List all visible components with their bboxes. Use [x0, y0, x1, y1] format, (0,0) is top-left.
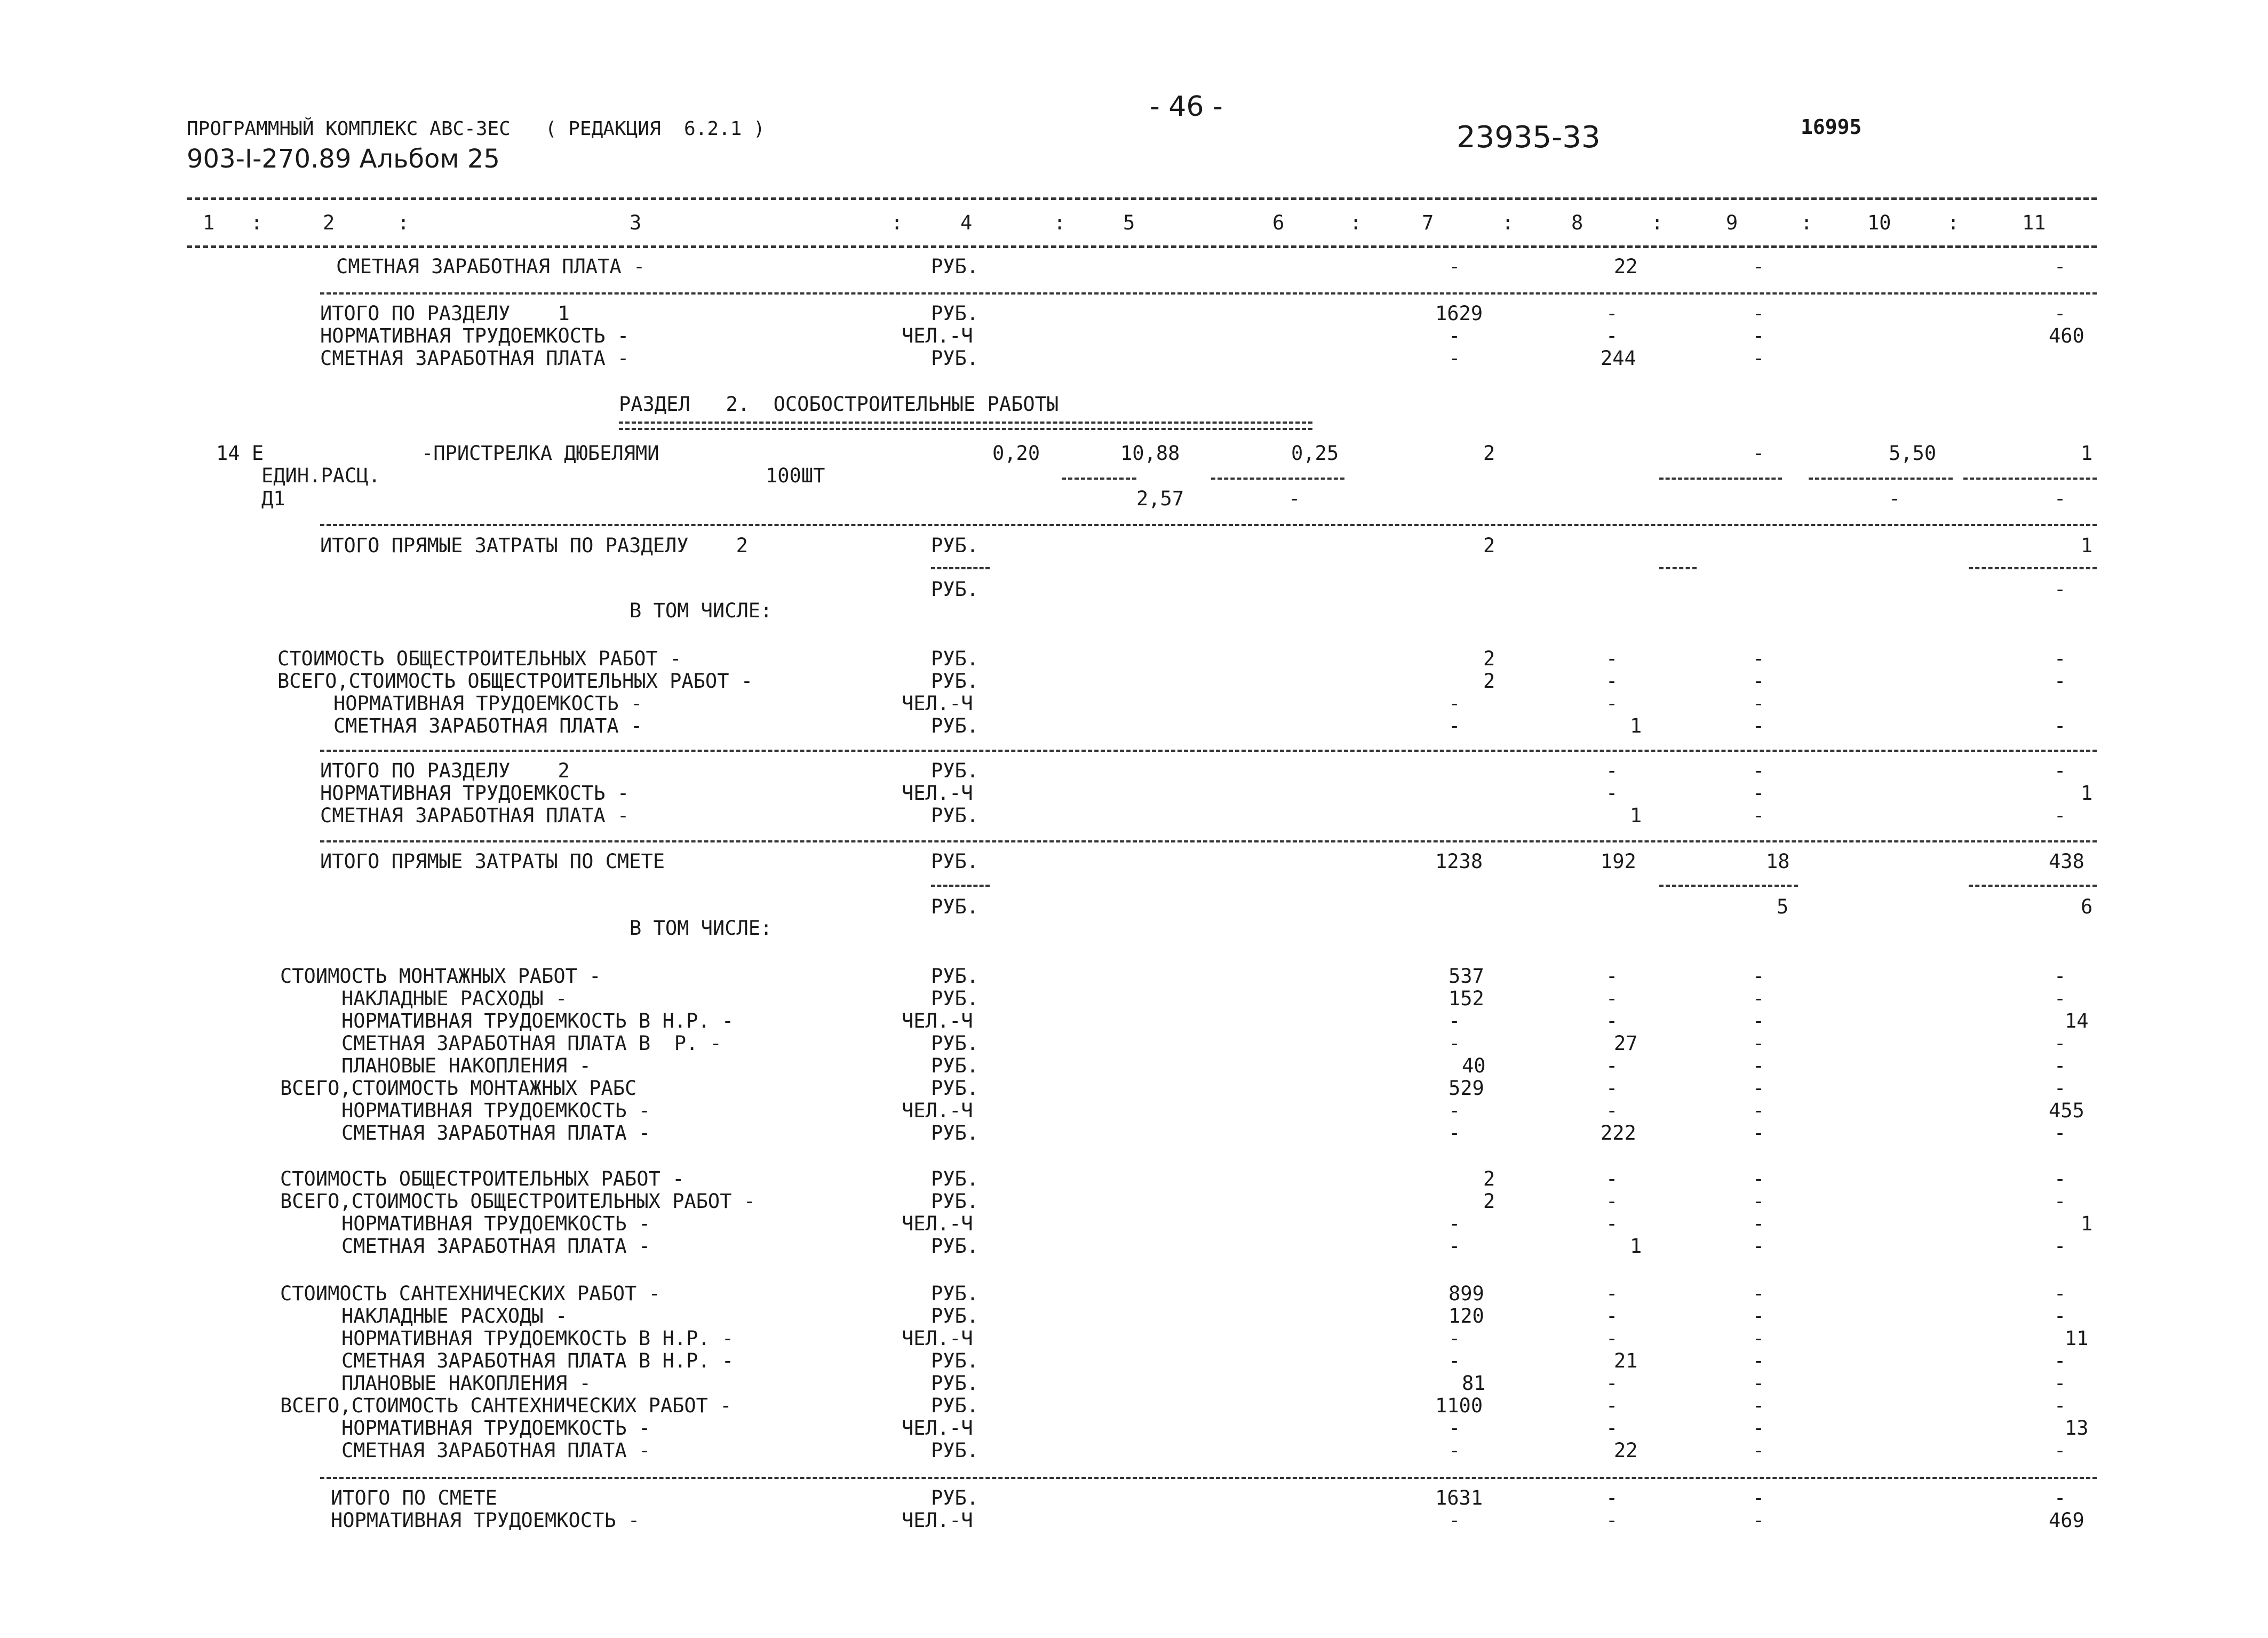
estimate-line: - — [2054, 965, 2066, 988]
estimate-line: - — [1753, 1486, 1765, 1509]
estimate-line: 14 — [2065, 1009, 2089, 1032]
estimate-line: - — [1753, 1282, 1765, 1305]
estimate-line: 81 — [1462, 1372, 1486, 1395]
estimate-line: НОРМАТИВНАЯ ТРУДОЕМКОСТЬ - — [341, 1099, 651, 1122]
estimate-line: - — [1606, 302, 1618, 325]
estimate-line: СМЕТНАЯ ЗАРАБОТНАЯ ПЛАТА В Р. - — [341, 1032, 722, 1055]
estimate-line: ЧЕЛ.-Ч — [902, 1509, 973, 1532]
estimate-line: 14 Е — [216, 442, 264, 465]
estimate-line: НОРМАТИВНАЯ ТРУДОЕМКОСТЬ - — [331, 1509, 640, 1532]
estimate-line: - — [1449, 255, 1461, 278]
estimate-line: - — [1889, 487, 1901, 510]
estimate-line: 537 — [1449, 965, 1484, 988]
estimate-line: ЧЕЛ.-Ч — [902, 1009, 973, 1032]
estimate-line: - — [1753, 1235, 1765, 1258]
estimate-line: ВСЕГО,СТОИМОСТЬ ОБЩЕСТРОИТЕЛЬНЫХ РАБОТ - — [277, 670, 753, 693]
estimate-line: ЧЕЛ.-Ч — [902, 1099, 973, 1122]
estimate-line: - — [1753, 1122, 1765, 1144]
estimate-line: - — [1606, 692, 1618, 715]
estimate-line: - — [1449, 1122, 1461, 1144]
estimate-line: РУБ. — [931, 534, 979, 557]
estimate-line: - — [1606, 1394, 1618, 1417]
sub-rule — [1969, 567, 2097, 569]
estimate-line: СМЕТНАЯ ЗАРАБОТНАЯ ПЛАТА - — [341, 1439, 651, 1462]
estimate-line: - — [1606, 1417, 1618, 1440]
estimate-line: - — [1753, 1349, 1765, 1372]
estimate-line: - — [2054, 1305, 2066, 1327]
estimate-line: 152 — [1449, 987, 1484, 1010]
col-sep: : — [891, 211, 903, 234]
estimate-line: - — [1753, 1327, 1765, 1350]
rate-rule — [1062, 478, 1136, 480]
estimate-line: 438 — [2049, 850, 2084, 873]
section-rule — [320, 524, 2097, 526]
estimate-line: 1 — [2081, 782, 2093, 805]
estimate-line: - — [2054, 1439, 2066, 1462]
estimate-line: - — [1753, 714, 1765, 737]
estimate-line: - — [1449, 1212, 1461, 1235]
estimate-line: РУБ. — [931, 670, 979, 693]
col-sep: : — [397, 211, 410, 234]
estimate-line: РУБ. — [931, 987, 979, 1010]
estimate-line: СМЕТНАЯ ЗАРАБОТНАЯ ПЛАТА - — [320, 347, 630, 370]
estimate-line: 18 — [1766, 850, 1790, 873]
estimate-line: - — [1449, 1349, 1461, 1372]
col-sep: : — [1054, 211, 1066, 234]
estimate-line: РУБ. — [931, 1282, 979, 1305]
estimate-line: - — [1606, 647, 1618, 670]
col-sep: : — [1801, 211, 1813, 234]
estimate-line: 2 — [1483, 1190, 1495, 1213]
estimate-line: - — [1753, 1167, 1765, 1190]
estimate-line: - — [1606, 1372, 1618, 1395]
estimate-line: - — [1449, 1327, 1461, 1350]
estimate-line: СТОИМОСТЬ МОНТАЖНЫХ РАБОТ - — [280, 965, 601, 988]
estimate-line: РУБ. — [931, 1032, 979, 1055]
estimate-line: ВСЕГО,СТОИМОСТЬ САНТЕХНИЧЕСКИХ РАБОТ - — [280, 1394, 732, 1417]
estimate-line: В ТОМ ЧИСЛЕ: — [630, 917, 773, 940]
estimate-line: 1100 — [1435, 1394, 1483, 1417]
estimate-line: - — [1753, 347, 1765, 370]
estimate-line: - — [1753, 804, 1765, 827]
estimate-line: - — [1753, 782, 1765, 805]
estimate-line: НАКЛАДНЫЕ РАСХОДЫ - — [341, 987, 568, 1010]
estimate-line: - — [2054, 1486, 2066, 1509]
col-5: 5 — [1123, 211, 1135, 234]
estimate-line: - — [1753, 647, 1765, 670]
estimate-line: 2,57 — [1136, 487, 1184, 510]
estimate-line: 1238 — [1435, 850, 1483, 873]
estimate-line: ИТОГО ПО РАЗДЕЛУ 2 — [320, 759, 570, 782]
estimate-line: 120 — [1449, 1305, 1484, 1327]
estimate-line: - — [1753, 1394, 1765, 1417]
estimate-line: РУБ. — [931, 850, 979, 873]
estimate-line: ИТОГО ПРЯМЫЕ ЗАТРАТЫ ПО РАЗДЕЛУ 2 — [320, 534, 748, 557]
estimate-line: - — [1606, 1305, 1618, 1327]
estimate-line: РУБ. — [931, 1054, 979, 1077]
section-rule — [320, 750, 2097, 752]
sub-rule — [1659, 567, 1697, 569]
estimate-line: 244 — [1601, 347, 1636, 370]
estimate-line: - — [1449, 324, 1461, 347]
estimate-line: СТОИМОСТЬ ОБЩЕСТРОИТЕЛЬНЫХ РАБОТ - — [280, 1167, 685, 1190]
estimate-line: 22 — [1614, 1439, 1638, 1462]
estimate-line: 0,20 — [992, 442, 1040, 465]
estimate-line: РУБ. — [931, 1349, 979, 1372]
estimate-line: - — [2054, 804, 2066, 827]
estimate-line: - — [1753, 1032, 1765, 1055]
estimate-line: - — [1753, 1054, 1765, 1077]
estimate-line: СТОИМОСТЬ ОБЩЕСТРОИТЕЛЬНЫХ РАБОТ - — [277, 647, 682, 670]
estimate-line: - — [1753, 324, 1765, 347]
estimate-line: 13 — [2065, 1417, 2089, 1440]
estimate-line: - — [2054, 714, 2066, 737]
estimate-line: - — [2054, 578, 2066, 601]
estimate-line: 1 — [2081, 534, 2093, 557]
estimate-line: - — [1753, 965, 1765, 988]
section-rule — [320, 840, 2097, 842]
estimate-line: НАКЛАДНЫЕ РАСХОДЫ - — [341, 1305, 568, 1327]
estimate-line: СМЕТНАЯ ЗАРАБОТНАЯ ПЛАТА - — [341, 1122, 651, 1144]
rate-rule — [1963, 478, 2097, 480]
estimate-line: - — [2054, 487, 2066, 510]
estimate-line: 460 — [2049, 324, 2084, 347]
estimate-line: - — [1449, 714, 1461, 737]
estimate-line: - — [1606, 1167, 1618, 1190]
estimate-line: - — [1753, 1417, 1765, 1440]
estimate-line: - — [1753, 670, 1765, 693]
estimate-line: - — [1606, 965, 1618, 988]
estimate-line: - — [1753, 302, 1765, 325]
col-sep: : — [1502, 211, 1514, 234]
estimate-line: СМЕТНАЯ ЗАРАБОТНАЯ ПЛАТА - — [333, 714, 643, 737]
estimate-line: - — [1753, 987, 1765, 1010]
estimate-line: - — [1449, 1099, 1461, 1122]
estimate-line: 2 — [1483, 1167, 1495, 1190]
col-11: 11 — [2022, 211, 2046, 234]
estimate-line: - — [1449, 1417, 1461, 1440]
estimate-line: - — [2054, 1235, 2066, 1258]
estimate-line: ВСЕГО,СТОИМОСТЬ МОНТАЖНЫХ РАБС — [280, 1077, 637, 1100]
estimate-line: РУБ. — [931, 1486, 979, 1509]
estimate-line: - — [1606, 1282, 1618, 1305]
rate-rule — [1659, 478, 1782, 480]
estimate-line: ЧЕЛ.-Ч — [902, 1327, 973, 1350]
estimate-line: - — [1449, 1235, 1461, 1258]
estimate-line: - — [1606, 1077, 1618, 1100]
estimate-line: - — [1753, 1439, 1765, 1462]
estimate-line: РУБ. — [931, 1235, 979, 1258]
sub-rule — [931, 567, 990, 569]
estimate-line: 192 — [1601, 850, 1636, 873]
col-6: 6 — [1272, 211, 1285, 234]
estimate-line: 2 — [1483, 534, 1495, 557]
col-1: 1 — [203, 211, 215, 234]
estimate-line: 6 — [2081, 895, 2093, 918]
estimate-line: ЕДИН.РАСЦ. — [261, 464, 380, 487]
estimate-line: РАЗДЕЛ 2. ОСОБОСТРОИТЕЛЬНЫЕ РАБОТЫ — [619, 393, 1059, 416]
header-rule-bottom — [187, 245, 2097, 248]
estimate-line: РУБ. — [931, 1190, 979, 1213]
doc-code: 23935-33 — [1457, 120, 1601, 155]
estimate-line: СМЕТНАЯ ЗАРАБОТНАЯ ПЛАТА - — [320, 804, 630, 827]
estimate-line: 469 — [2049, 1509, 2084, 1532]
section-title-underline — [619, 422, 1312, 430]
estimate-line: 2 — [1483, 647, 1495, 670]
estimate-line: СМЕТНАЯ ЗАРАБОТНАЯ ПЛАТА - — [336, 255, 646, 278]
estimate-line: - — [1753, 1099, 1765, 1122]
estimate-line: - — [1606, 1054, 1618, 1077]
rate-rule — [1211, 478, 1344, 480]
estimate-line: - — [1606, 324, 1618, 347]
estimate-line: РУБ. — [931, 1122, 979, 1144]
estimate-line: - — [1288, 487, 1301, 510]
estimate-line: РУБ. — [931, 1372, 979, 1395]
estimate-line: - — [1753, 255, 1765, 278]
estimate-line: - — [2054, 1122, 2066, 1144]
estimate-line: - — [1449, 1032, 1461, 1055]
estimate-line: - — [1449, 347, 1461, 370]
estimate-line: Д1 — [261, 487, 285, 510]
estimate-line: НОРМАТИВНАЯ ТРУДОЕМКОСТЬ В Н.Р. - — [341, 1009, 734, 1032]
col-sep: : — [251, 211, 263, 234]
estimate-line: 2 — [1483, 442, 1495, 465]
estimate-line: - — [1606, 1190, 1618, 1213]
estimate-line: - — [1606, 1486, 1618, 1509]
estimate-line: СТОИМОСТЬ САНТЕХНИЧЕСКИХ РАБОТ - — [280, 1282, 660, 1305]
estimate-line: ПЛАНОВЫЕ НАКОПЛЕНИЯ - — [341, 1054, 591, 1077]
estimate-line: - — [2054, 759, 2066, 782]
estimate-line: - — [1606, 1212, 1618, 1235]
col-4: 4 — [960, 211, 973, 234]
estimate-line: РУБ. — [931, 965, 979, 988]
col-7: 7 — [1422, 211, 1434, 234]
estimate-line: 21 — [1614, 1349, 1638, 1372]
estimate-line: - — [1753, 1077, 1765, 1100]
estimate-line: 1 — [1630, 714, 1642, 737]
section-rule — [320, 292, 2097, 295]
estimate-line: 455 — [2049, 1099, 2084, 1122]
section-rule — [320, 1477, 2097, 1479]
estimate-line: РУБ. — [931, 714, 979, 737]
estimate-line: НОРМАТИВНАЯ ТРУДОЕМКОСТЬ - — [320, 324, 630, 347]
estimate-line: 529 — [1449, 1077, 1484, 1100]
estimate-line: - — [1606, 987, 1618, 1010]
estimate-line: - — [1606, 670, 1618, 693]
sub-rule — [1969, 885, 2097, 887]
estimate-line: - — [1606, 782, 1618, 805]
estimate-line: 1629 — [1435, 302, 1483, 325]
estimate-line: - — [2054, 647, 2066, 670]
estimate-line: 27 — [1614, 1032, 1638, 1055]
album-reference: 903-I-270.89 Альбом 25 — [187, 144, 500, 174]
sub-rule — [931, 885, 990, 887]
estimate-line: РУБ. — [931, 578, 979, 601]
estimate-line: - — [1606, 1009, 1618, 1032]
estimate-line: ИТОГО ПО СМЕТЕ — [331, 1486, 497, 1509]
col-3: 3 — [630, 211, 642, 234]
estimate-line: РУБ. — [931, 1439, 979, 1462]
col-sep: : — [1947, 211, 1960, 234]
estimate-line: РУБ. — [931, 1305, 979, 1327]
estimate-line: ЧЕЛ.-Ч — [902, 1212, 973, 1235]
estimate-line: 0,25 — [1291, 442, 1339, 465]
estimate-line: РУБ. — [931, 1167, 979, 1190]
estimate-line: ИТОГО ПО РАЗДЕЛУ 1 — [320, 302, 570, 325]
sheet-code: 16995 — [1801, 115, 1862, 139]
estimate-line: - — [2054, 1190, 2066, 1213]
estimate-line: НОРМАТИВНАЯ ТРУДОЕМКОСТЬ - — [333, 692, 643, 715]
estimate-line: РУБ. — [931, 647, 979, 670]
estimate-line: В ТОМ ЧИСЛЕ: — [630, 599, 773, 622]
estimate-line: ЧЕЛ.-Ч — [902, 692, 973, 715]
estimate-line: 100ШТ — [766, 464, 825, 487]
estimate-line: 22 — [1614, 255, 1638, 278]
estimate-line: - — [1753, 1009, 1765, 1032]
estimate-line: - — [2054, 1077, 2066, 1100]
estimate-line: - — [1606, 1509, 1618, 1532]
estimate-line: НОРМАТИВНАЯ ТРУДОЕМКОСТЬ - — [341, 1417, 651, 1440]
estimate-line: - — [1449, 1009, 1461, 1032]
estimate-line: СМЕТНАЯ ЗАРАБОТНАЯ ПЛАТА - — [341, 1235, 651, 1258]
header-rule-top — [187, 197, 2097, 200]
col-sep: : — [1651, 211, 1664, 234]
page-number: - 46 - — [1150, 91, 1223, 123]
estimate-line: НОРМАТИВНАЯ ТРУДОЕМКОСТЬ - — [341, 1212, 651, 1235]
estimate-line: ЧЕЛ.-Ч — [902, 1417, 973, 1440]
estimate-line: РУБ. — [931, 1077, 979, 1100]
estimate-line: - — [1753, 759, 1765, 782]
estimate-line: 1 — [2081, 1212, 2093, 1235]
estimate-line: - — [2054, 670, 2066, 693]
estimate-line: - — [1449, 1439, 1461, 1462]
estimate-line: 5 — [1777, 895, 1789, 918]
estimate-line: - — [2054, 302, 2066, 325]
estimate-line: 1 — [1630, 804, 1642, 827]
estimate-line: 1 — [2081, 442, 2093, 465]
estimate-line: - — [2054, 987, 2066, 1010]
estimate-line: - — [2054, 1167, 2066, 1190]
estimate-line: 5,50 — [1889, 442, 1937, 465]
sub-rule — [1659, 885, 1798, 887]
estimate-line: РУБ. — [931, 1394, 979, 1417]
estimate-line: 1631 — [1435, 1486, 1483, 1509]
estimate-line: НОРМАТИВНАЯ ТРУДОЕМКОСТЬ - — [320, 782, 630, 805]
estimate-line: 40 — [1462, 1054, 1486, 1077]
estimate-line: - — [2054, 255, 2066, 278]
estimate-line: - — [2054, 1372, 2066, 1395]
estimate-line: - — [1753, 442, 1765, 465]
estimate-line: - — [2054, 1394, 2066, 1417]
estimate-line: - — [1449, 1509, 1461, 1532]
estimate-line: - — [1753, 1509, 1765, 1532]
estimate-line: - — [2054, 1282, 2066, 1305]
col-sep: : — [1350, 211, 1362, 234]
estimate-line: РУБ. — [931, 759, 979, 782]
estimate-line: - — [2054, 1054, 2066, 1077]
estimate-line: РУБ. — [931, 895, 979, 918]
estimate-line: 222 — [1601, 1122, 1636, 1144]
program-title: ПРОГРАММНЫЙ КОМПЛЕКС АВС-ЗЕС ( РЕДАКЦИЯ 6.2.1 ) — [187, 118, 765, 140]
estimate-line: - — [1606, 759, 1618, 782]
estimate-line: РУБ. — [931, 255, 979, 278]
estimate-line: - — [2054, 1032, 2066, 1055]
estimate-line: РУБ. — [931, 347, 979, 370]
estimate-line: ИТОГО ПРЯМЫЕ ЗАТРАТЫ ПО СМЕТЕ — [320, 850, 665, 873]
estimate-line: 2 — [1483, 670, 1495, 693]
estimate-line: - — [1753, 1305, 1765, 1327]
estimate-line: 11 — [2065, 1327, 2089, 1350]
estimate-line: - — [2054, 1349, 2066, 1372]
estimate-line: - — [1606, 1099, 1618, 1122]
rate-rule — [1809, 478, 1953, 480]
col-10: 10 — [1867, 211, 1891, 234]
estimate-line: НОРМАТИВНАЯ ТРУДОЕМКОСТЬ В Н.Р. - — [341, 1327, 734, 1350]
estimate-line: - — [1753, 1212, 1765, 1235]
estimate-line: 10,88 — [1120, 442, 1180, 465]
estimate-line: ПЛАНОВЫЕ НАКОПЛЕНИЯ - — [341, 1372, 591, 1395]
estimate-line: 1 — [1630, 1235, 1642, 1258]
estimate-line: СМЕТНАЯ ЗАРАБОТНАЯ ПЛАТА В Н.Р. - — [341, 1349, 734, 1372]
col-8: 8 — [1571, 211, 1583, 234]
estimate-line: -ПРИСТРЕЛКА ДЮБЕЛЯМИ — [421, 442, 659, 465]
estimate-line: ВСЕГО,СТОИМОСТЬ ОБЩЕСТРОИТЕЛЬНЫХ РАБОТ - — [280, 1190, 756, 1213]
estimate-line: ЧЕЛ.-Ч — [902, 782, 973, 805]
estimate-line: - — [1753, 692, 1765, 715]
col-9: 9 — [1726, 211, 1738, 234]
estimate-line: - — [1753, 1372, 1765, 1395]
estimate-line: РУБ. — [931, 804, 979, 827]
estimate-line: - — [1449, 692, 1461, 715]
estimate-line: 899 — [1449, 1282, 1484, 1305]
estimate-line: - — [1753, 1190, 1765, 1213]
estimate-line: РУБ. — [931, 302, 979, 325]
estimate-line: - — [1606, 1327, 1618, 1350]
col-2: 2 — [323, 211, 335, 234]
estimate-line: ЧЕЛ.-Ч — [902, 324, 973, 347]
